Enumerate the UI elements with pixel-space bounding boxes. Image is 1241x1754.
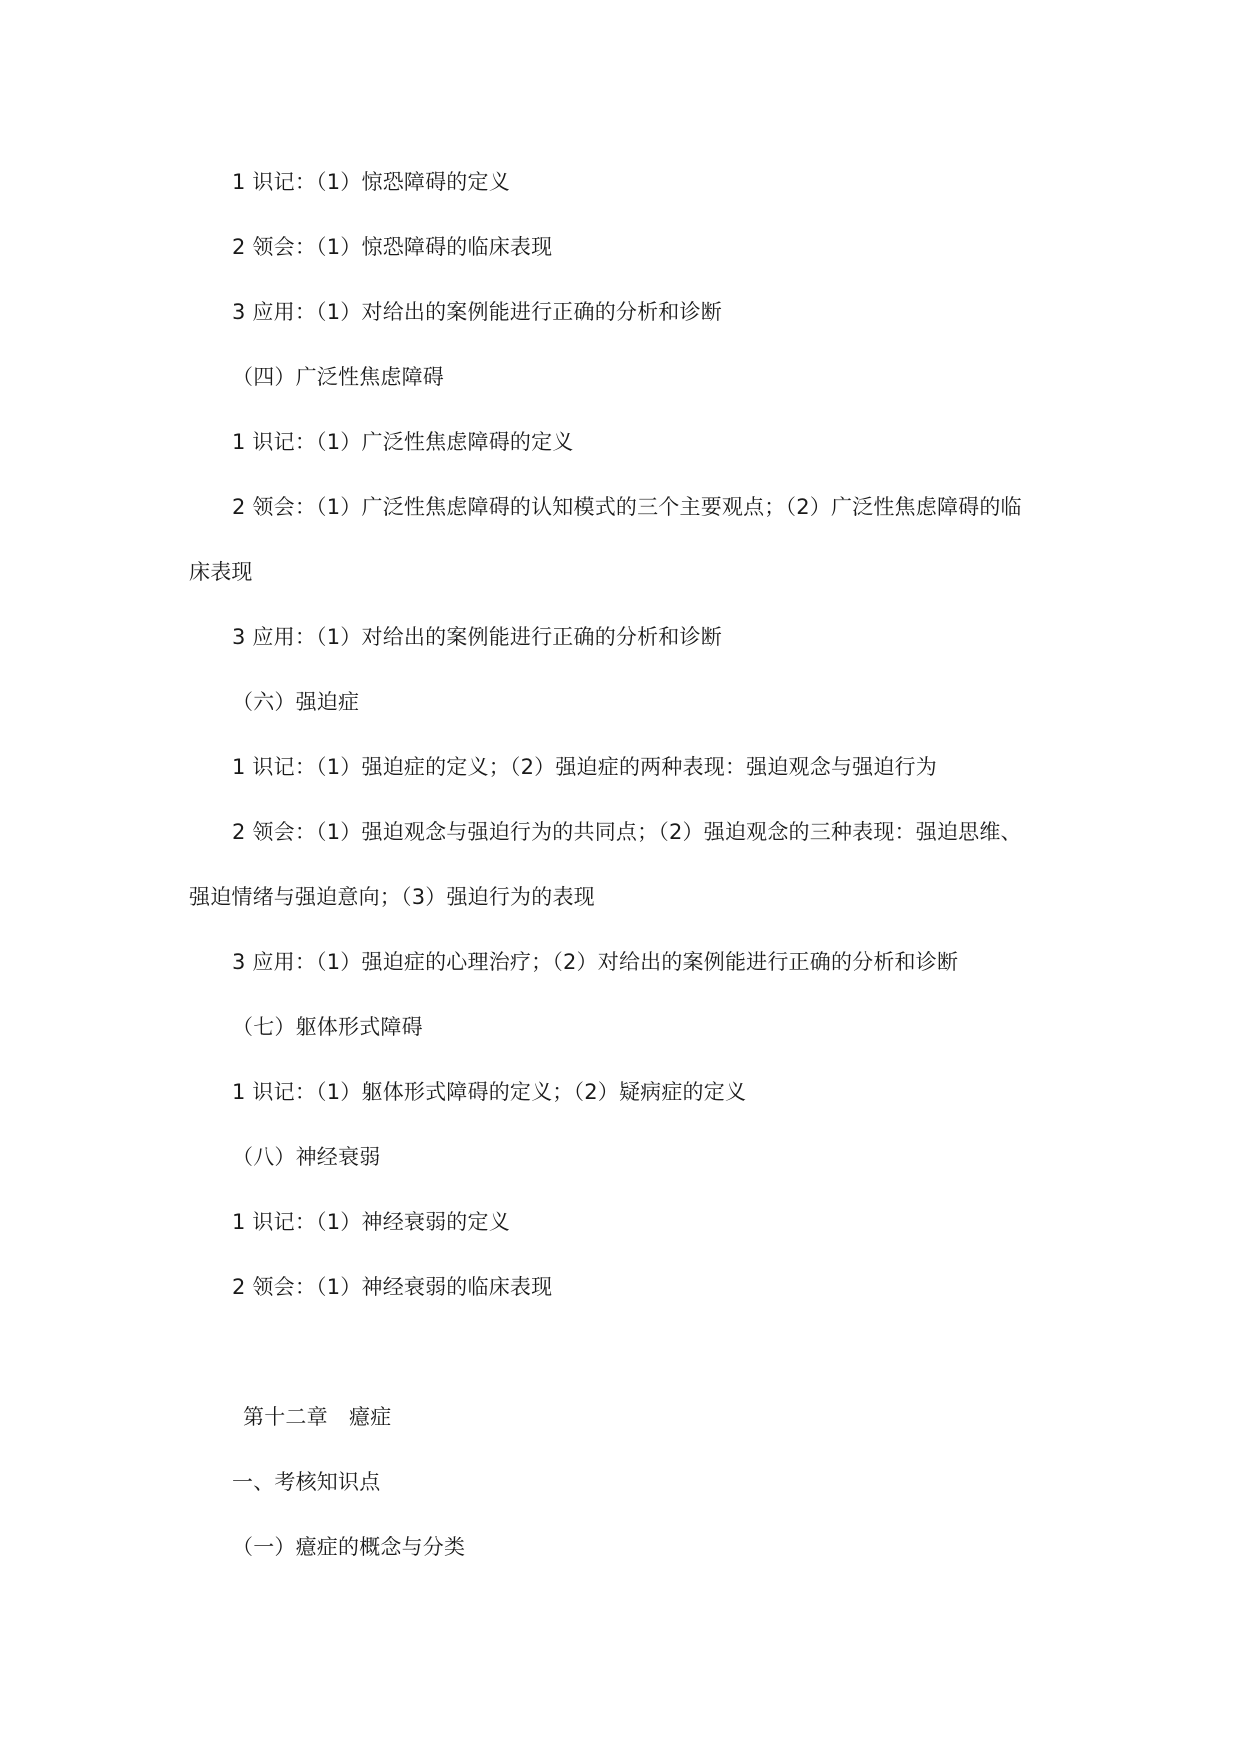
text-line: 3 应用：（1）对给出的案例能进行正确的分析和诊断 xyxy=(232,625,722,649)
text-line-continuation: 床表现 xyxy=(189,560,253,584)
subsection-title: （一）癔症的概念与分类 xyxy=(232,1535,466,1559)
text-line: 2 领会：（1）广泛性焦虑障碍的认知模式的三个主要观点；（2）广泛性焦虑障碍的临 xyxy=(232,495,1022,519)
text-line: 1 识记：（1）强迫症的定义；（2）强迫症的两种表现：强迫观念与强迫行为 xyxy=(232,755,937,779)
text-line: 2 领会：（1）强迫观念与强迫行为的共同点；（2）强迫观念的三种表现：强迫思维、 xyxy=(232,820,1022,844)
chapter-title: 第十二章 癔症 xyxy=(243,1405,392,1429)
text-line: 3 应用：（1）强迫症的心理治疗；（2）对给出的案例能进行正确的分析和诊断 xyxy=(232,950,959,974)
section-heading: （七）躯体形式障碍 xyxy=(232,1015,423,1039)
section-heading: （八）神经衰弱 xyxy=(232,1145,381,1169)
text-line: 2 领会：（1）神经衰弱的临床表现 xyxy=(232,1275,553,1299)
text-line: 2 领会：（1）惊恐障碍的临床表现 xyxy=(232,235,553,259)
section-title: 一、考核知识点 xyxy=(232,1470,381,1494)
section-heading: （四）广泛性焦虑障碍 xyxy=(232,365,444,389)
text-line: 1 识记：（1）广泛性焦虑障碍的定义 xyxy=(232,430,574,454)
text-line: 1 识记：（1）神经衰弱的定义 xyxy=(232,1210,510,1234)
text-line: 1 识记：（1）惊恐障碍的定义 xyxy=(232,170,510,194)
section-heading: （六）强迫症 xyxy=(232,690,360,714)
text-line: 3 应用：（1）对给出的案例能进行正确的分析和诊断 xyxy=(232,300,722,324)
text-line-continuation: 强迫情绪与强迫意向；（3）强迫行为的表现 xyxy=(189,885,595,909)
text-line: 1 识记：（1）躯体形式障碍的定义；（2）疑病症的定义 xyxy=(232,1080,747,1104)
